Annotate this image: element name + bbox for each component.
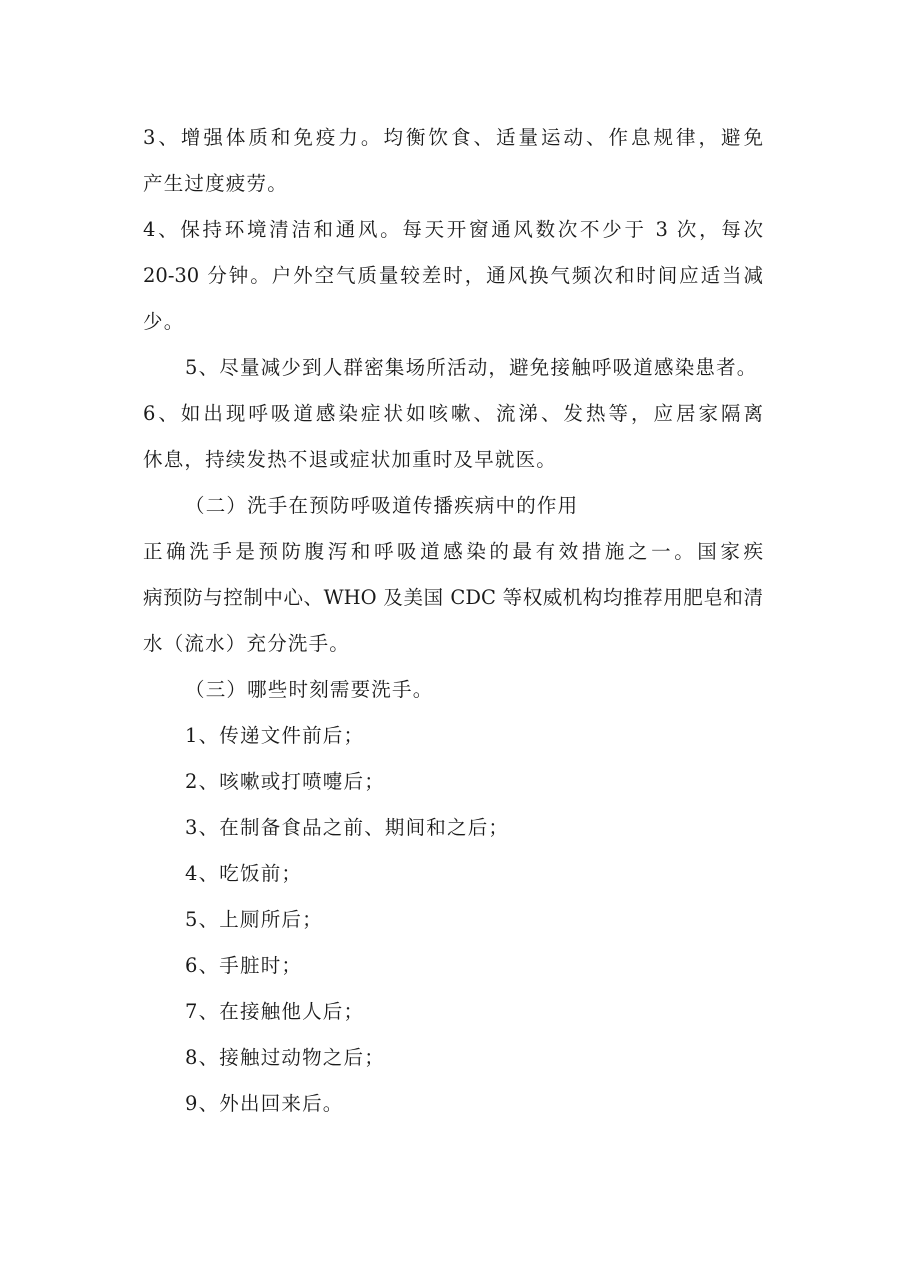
paragraph-line: 休息，持续发热不退或症状加重时及早就医。 — [143, 448, 558, 471]
list-item: 4、吃饭前； — [185, 862, 303, 885]
list-item: 3、在制备食品之前、期间和之后； — [185, 816, 510, 839]
list-item: 5、上厕所后； — [185, 908, 323, 931]
list-item: 9、外出回来后。 — [185, 1092, 344, 1115]
paragraph-line: 3、增强体质和免疫力。均衡饮食、适量运动、作息规律，避免 — [143, 126, 763, 149]
paragraph-line: 正确洗手是预防腹泻和呼吸道感染的最有效措施之一。国家疾 — [143, 540, 763, 563]
paragraph-line: 水（流水）充分洗手。 — [143, 632, 351, 655]
list-item: 1、传递文件前后； — [185, 724, 365, 747]
paragraph-line: 5、尽量减少到人群密集场所活动，避免接触呼吸道感染患者。 — [185, 356, 758, 379]
section-heading: （二）洗手在预防呼吸道传播疾病中的作用 — [185, 494, 579, 517]
paragraph-line: 6、如出现呼吸道感染症状如咳嗽、流涕、发热等，应居家隔离 — [143, 402, 763, 425]
list-item: 2、咳嗽或打喷嚏后； — [185, 770, 385, 793]
section-heading: （三）哪些时刻需要洗手。 — [185, 678, 434, 701]
paragraph-line: 少。 — [143, 310, 185, 333]
paragraph-line: 20-30 分钟。户外空气质量较差时，通风换气频次和时间应适当减 — [143, 264, 763, 287]
paragraph-line: 产生过度疲劳。 — [143, 172, 288, 195]
paragraph-line: 4、保持环境清洁和通风。每天开窗通风数次不少于 3 次，每次 — [143, 218, 763, 241]
list-item: 8、接触过动物之后； — [185, 1046, 385, 1069]
list-item: 7、在接触他人后； — [185, 1000, 365, 1023]
list-item: 6、手脏时； — [185, 954, 303, 977]
paragraph-line: 病预防与控制中心、WHO 及美国 CDC 等权威机构均推荐用肥皂和清 — [143, 586, 763, 609]
